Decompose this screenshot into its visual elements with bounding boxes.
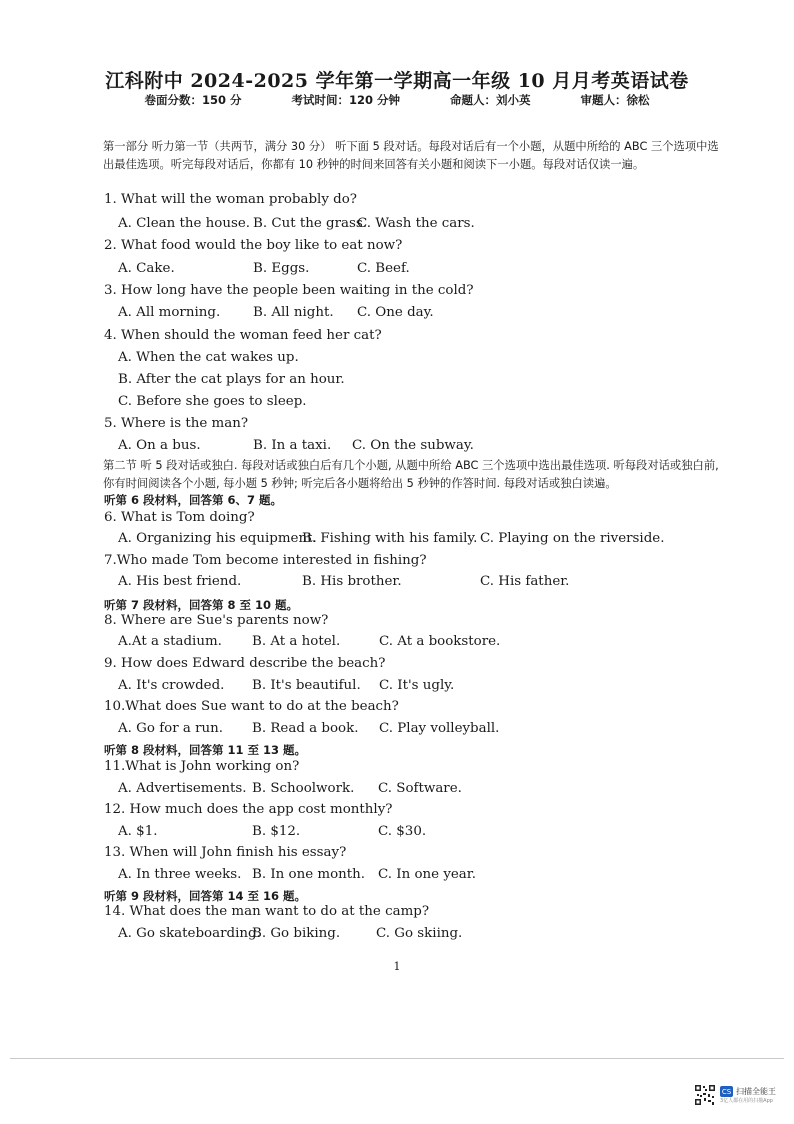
reviewer-info: 审题人：徐松 bbox=[580, 93, 650, 107]
q9-option-a[interactable]: A. It's crowded. bbox=[118, 678, 225, 693]
scanner-subtext: 3亿人都在用的扫描App bbox=[720, 1098, 773, 1104]
section2-instructions: 第二节 听 5 段对话或独白. 每段对话或独白后有几个小题, 从题中所给 ABC 三个选项中选出最佳选项. 听每段对话或独白前, 你有时间阅读各个小题, 每小题 5 秒钟; 听完后各小题将给出 5 秒钟的作答时间. 每段对话或独白读遍。 bbox=[103, 459, 719, 490]
question-14: 14. What does the man want to do at the camp? bbox=[104, 904, 430, 919]
q5-option-c[interactable]: C. On the subway. bbox=[352, 438, 474, 453]
scanner-label: 扫描全能王 bbox=[736, 1087, 776, 1096]
material-8-header: 听第 8 段材料，回答第 11 至 13 题。 bbox=[104, 743, 307, 757]
question-13: 13. When will John finish his essay? bbox=[104, 845, 347, 860]
qr-code-icon bbox=[694, 1084, 716, 1106]
q7-option-b[interactable]: B. His brother. bbox=[302, 574, 402, 589]
q5-option-a[interactable]: A. On a bus. bbox=[118, 438, 201, 453]
question-5: 5. Where is the man? bbox=[104, 416, 249, 431]
q9-option-b[interactable]: B. It's beautiful. bbox=[252, 678, 361, 693]
q1-option-a[interactable]: A. Clean the house. bbox=[118, 216, 251, 231]
question-6: 6. What is Tom doing? bbox=[104, 510, 255, 525]
q7-option-a[interactable]: A. His best friend. bbox=[118, 574, 242, 589]
score-info: 卷面分数：150 分 bbox=[144, 93, 242, 107]
q2-option-c[interactable]: C. Beef. bbox=[357, 261, 410, 276]
q3-option-a[interactable]: A. All morning. bbox=[118, 305, 221, 320]
question-8: 8. Where are Sue's parents now? bbox=[104, 613, 329, 628]
q3-option-b[interactable]: B. All night. bbox=[253, 305, 334, 320]
q12-option-c[interactable]: C. $30. bbox=[378, 824, 427, 839]
q7-option-c[interactable]: C. His father. bbox=[480, 574, 570, 589]
question-2: 2. What food would the boy like to eat now? bbox=[104, 238, 403, 253]
scanner-watermark bbox=[694, 1081, 786, 1109]
q2-option-a[interactable]: A. Cake. bbox=[118, 261, 175, 276]
q1-option-b[interactable]: B. Cut the grass. bbox=[253, 216, 368, 231]
q13-option-c[interactable]: C. In one year. bbox=[378, 867, 476, 882]
q1-option-c[interactable]: C. Wash the cars. bbox=[357, 216, 475, 231]
material-7-header: 听第 7 段材料，回答第 8 至 10 题。 bbox=[104, 598, 299, 612]
q10-option-c[interactable]: C. Play volleyball. bbox=[379, 721, 500, 736]
setter-info: 命题人：刘小英 bbox=[450, 93, 531, 107]
q9-option-c[interactable]: C. It's ugly. bbox=[379, 678, 455, 693]
q6-option-b[interactable]: B. Fishing with his family. bbox=[302, 531, 478, 546]
time-info: 考试时间：120 分钟 bbox=[291, 93, 400, 107]
q5-option-b[interactable]: B. In a taxi. bbox=[253, 438, 332, 453]
q14-option-b[interactable]: B. Go biking. bbox=[252, 926, 341, 941]
material-9-header: 听第 9 段材料，回答第 14 至 16 题。 bbox=[104, 889, 307, 903]
part1-instructions: 第一部分 听力第一节（共两节，满分 30 分） 听下面 5 段对话。每段对话后有一个小题，从题中所给的 ABC 三个选项中选出最佳选项。听完每段对话后，你都有 10 秒钟的时间来回答有关小题和阅读下一小题。每段对话仅读一遍。 bbox=[103, 140, 719, 171]
camscanner-icon: CS bbox=[721, 1087, 732, 1096]
scanner-logo bbox=[720, 1086, 776, 1104]
question-9: 9. How does Edward describe the beach? bbox=[104, 656, 386, 671]
page-number: 1 bbox=[393, 960, 401, 973]
q12-option-b[interactable]: B. $12. bbox=[252, 824, 301, 839]
q8-option-a[interactable]: A.At a stadium. bbox=[118, 634, 222, 649]
question-11: 11.What is John working on? bbox=[104, 759, 300, 774]
q12-option-a[interactable]: A. $1. bbox=[118, 824, 158, 839]
q6-option-a[interactable]: A. Organizing his equipment. bbox=[118, 531, 317, 546]
q4-option-c[interactable]: C. Before she goes to sleep. bbox=[118, 394, 307, 409]
q6-option-c[interactable]: C. Playing on the riverside. bbox=[480, 531, 665, 546]
q14-option-a[interactable]: A. Go skateboarding. bbox=[118, 926, 261, 941]
question-3: 3. How long have the people been waiting in the cold? bbox=[104, 283, 474, 298]
question-4: 4. When should the woman feed her cat? bbox=[104, 328, 382, 343]
q3-option-c[interactable]: C. One day. bbox=[357, 305, 434, 320]
question-7: 7.Who made Tom become interested in fishing? bbox=[104, 553, 427, 568]
exam-meta bbox=[0, 92, 794, 108]
scan-edge-divider bbox=[10, 1058, 784, 1059]
q10-option-a[interactable]: A. Go for a run. bbox=[118, 721, 224, 736]
q14-option-c[interactable]: C. Go skiing. bbox=[376, 926, 463, 941]
q11-option-a[interactable]: A. Advertisements. bbox=[118, 781, 247, 796]
question-1: 1. What will the woman probably do? bbox=[104, 192, 357, 207]
q8-option-b[interactable]: B. At a hotel. bbox=[252, 634, 341, 649]
exam-title: 江科附中 2024-2025 学年第一学期高一年级 10 月月考英语试卷 bbox=[105, 70, 689, 92]
question-10: 10.What does Sue want to do at the beach? bbox=[104, 699, 399, 714]
q4-option-b[interactable]: B. After the cat plays for an hour. bbox=[118, 372, 345, 387]
q13-option-b[interactable]: B. In one month. bbox=[252, 867, 366, 882]
material-6-header: 听第 6 段材料，回答第 6、7 题。 bbox=[104, 493, 283, 507]
q11-option-b[interactable]: B. Schoolwork. bbox=[252, 781, 355, 796]
question-12: 12. How much does the app cost monthly? bbox=[104, 802, 393, 817]
q8-option-c[interactable]: C. At a bookstore. bbox=[379, 634, 501, 649]
q10-option-b[interactable]: B. Read a book. bbox=[252, 721, 359, 736]
q4-option-a[interactable]: A. When the cat wakes up. bbox=[118, 350, 299, 365]
q2-option-b[interactable]: B. Eggs. bbox=[253, 261, 310, 276]
q11-option-c[interactable]: C. Software. bbox=[378, 781, 462, 796]
q13-option-a[interactable]: A. In three weeks. bbox=[118, 867, 242, 882]
